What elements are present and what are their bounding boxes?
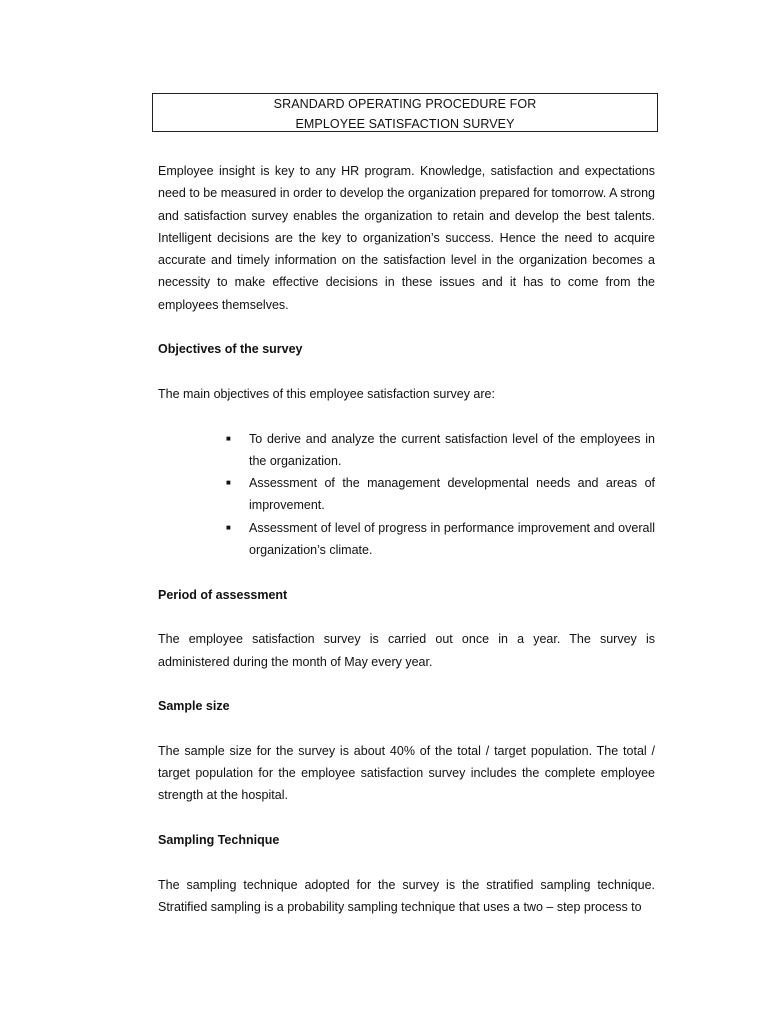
square-bullet-icon: ■ (226, 433, 231, 443)
list-item (226, 517, 655, 562)
title-line-1: SRANDARD OPERATING PROCEDURE FOR (273, 97, 537, 111)
period-heading: Period of assessment (158, 587, 288, 602)
square-bullet-icon: ■ (226, 478, 231, 488)
list-item-text: Assessment of level of progress in performance improvement and overall organization’s climate. (249, 520, 655, 558)
list-item-text: To derive and analyze the current satisfaction level of the employees in the organization. (249, 431, 655, 468)
title-box (152, 93, 658, 132)
period-paragraph: The employee satisfaction survey is carried out once in a year. The survey is administered during the month of May every year. (158, 632, 655, 669)
objectives-list (158, 428, 655, 562)
document-body (158, 160, 655, 918)
objectives-heading: Objectives of the survey (158, 342, 303, 357)
intro-paragraph: Employee insight is key to any HR program. Knowledge, satisfaction and expectations need to be measured in order to develop the organization prepared for tomorrow. A strong and satisfaction survey enables the organization to retain and develop the best talents. Intelligent decisions are the key to organization’s success. Hence the need to acquire accurate and timely information on the satisfaction level in the organization becomes a necessity to make effective decisions in these issues and it has to come from the employees themselves. (158, 164, 655, 312)
sample-size-paragraph: The sample size for the survey is about 40% of the total / target population. The total / target population for the employee satisfaction survey includes the complete employee strength at the hospital. (158, 743, 655, 803)
sampling-technique-paragraph: The sampling technique adopted for the survey is the stratified sampling technique. Stratified sampling is a probability sampling technique that uses a two – step process to (158, 877, 655, 914)
list-item-text: Assessment of the management developmental needs and areas of improvement. (249, 476, 655, 513)
objectives-lead: The main objectives of this employee satisfaction survey are: (158, 386, 495, 401)
sampling-technique-heading: Sampling Technique (158, 832, 280, 847)
sample-size-heading: Sample size (158, 699, 230, 714)
list-item (226, 472, 655, 517)
list-item (226, 428, 655, 473)
square-bullet-icon: ■ (226, 522, 231, 532)
title-line-2: EMPLOYEE SATISFACTION SURVEY (295, 117, 515, 131)
